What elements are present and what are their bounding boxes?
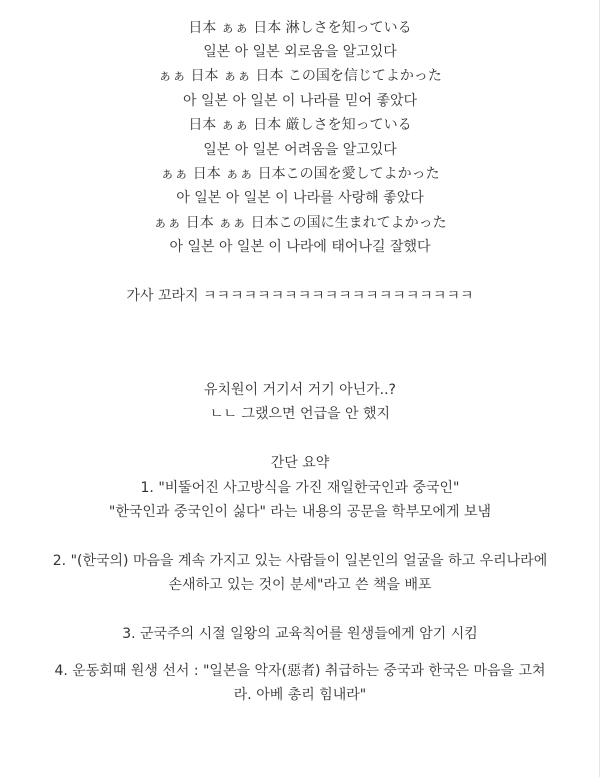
lyrics-line: 아 일본 아 일본 이 나라를 믿어 좋았다 <box>182 93 417 109</box>
lyrics-line: 아 일본 아 일본 이 나라에 태어나길 잘했다 <box>169 239 431 255</box>
comment-line: ㄴㄴ 그랬으면 언급을 안 했지 <box>209 406 391 422</box>
lyrics-line: 日本 ぁぁ 日本 厳しさを知っている <box>188 117 412 133</box>
lyrics-line: ぁぁ 日本 ぁぁ 日本この国に生まれてよかった <box>153 215 447 231</box>
summary-item-4-cont: 라. 아베 총리 힘내라" <box>233 687 367 703</box>
lyrics-line: 일본 아 일본 외로움을 알고있다 <box>203 44 397 60</box>
summary-title: 간단 요약 <box>270 455 330 471</box>
lyrics-line: 일본 아 일본 어려움을 알고있다 <box>203 142 397 158</box>
summary-item-3: 3. 군국주의 시절 일왕의 교육칙어를 원생들에게 암기 시킴 <box>122 626 478 642</box>
summary-item-4: 4. 운동회때 원생 선서 : "일본을 악자(惡者) 취급하는 중국과 한국은 마음을 고쳐 <box>54 663 546 679</box>
summary-item-1: 1. "비뚤어진 사고방식을 가진 재일한국인과 중국인" <box>140 480 460 496</box>
lyrics-comment: 가사 꼬라지 ㅋㅋㅋㅋㅋㅋㅋㅋㅋㅋㅋㅋㅋㅋㅋㅋㅋㅋㅋㅋ <box>126 288 474 304</box>
lyrics-line: 日本 ぁぁ 日本 淋しさを知っている <box>188 20 412 36</box>
comment-line: 유치원이 거기서 거기 아닌가..? <box>204 382 396 398</box>
summary-item-2: 2. "(한국의) 마음을 계속 가지고 있는 사람들이 일본인의 얼굴을 하고 우리나라에 <box>52 553 548 569</box>
summary-item-2-cont: 손새하고 있는 것이 분세"라고 쓴 책을 배포 <box>168 577 432 593</box>
lyrics-line: ぁぁ 日本 ぁぁ 日本 この国を信じてよかった <box>158 68 442 84</box>
summary-item-1-cont: "한국인과 중국인이 싫다" 라는 내용의 공문을 학부모에게 보냄 <box>108 504 492 520</box>
lyrics-line: ぁぁ 日本 ぁぁ 日本この国を愛してよかった <box>160 166 440 182</box>
lyrics-line: 아 일본 아 일본 이 나라를 사랑해 좋았다 <box>176 190 424 206</box>
